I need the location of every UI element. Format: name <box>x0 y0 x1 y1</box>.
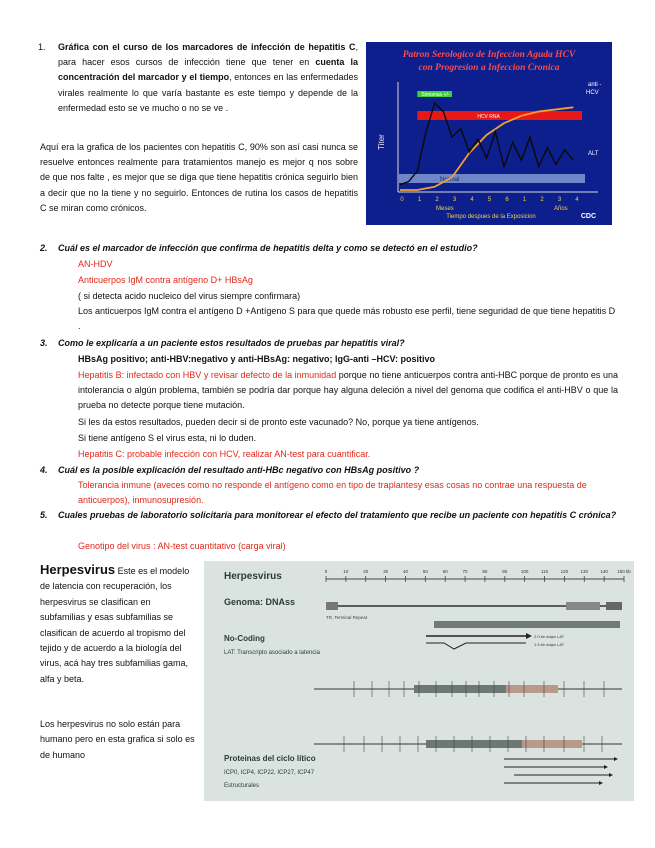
hsv-transcript-arrowhead <box>599 781 603 785</box>
q1-paragraph-2: Aquí era la grafica de los pacientes con hepatitis C, 90% son así casi nunca se resuelve entonces realmente para tratamientos manejo es mejor q nos sobre de que nos falte , es mejor que se diga que tiene hepatitis crónica seguirlo bien a decir que no la tiene y no seguirlo. Entonces de rutina los casos de hepatitis C se miran como crónicos. <box>40 142 358 213</box>
q5-question: Cuales pruebas de laboratorio solicitaría para monitorear el efecto del tratamiento que recibe un paciente con hepatitis C crónica? <box>58 510 617 520</box>
hcv-x-tick: 4 <box>470 197 474 203</box>
hcv-title-2: con Progresion a Infeccion Cronica <box>418 63 560 73</box>
hsv-ruler-tick-label: 30 <box>383 569 389 574</box>
hcv-x-tick: 1 <box>522 197 527 203</box>
hsv-ruler-tick-label: 120 <box>560 569 569 574</box>
hsv-tr-left <box>326 602 338 610</box>
hsv-map-row-1-light <box>506 685 558 693</box>
hcv-x-tick: 1 <box>417 197 422 203</box>
q2-answer-1: AN-HDV <box>78 259 113 269</box>
hcv-x-tick: 4 <box>575 197 579 203</box>
q4-question: Cuál es la posible explicación del resultado anti-HBc negativo con HBsAg positivo ? <box>58 465 420 475</box>
q3-question: Como le explicaría a un paciente estos resultados de pruebas par hepatitis viral? <box>58 338 405 348</box>
hsv-diagram-svg <box>204 561 634 801</box>
hcv-cdc-label: CDC <box>580 213 596 220</box>
q2-answer-3: ( si detecta acido nucleico del virus siempre confirmara) <box>78 291 301 301</box>
hsv-region-band <box>434 621 620 628</box>
hsv-ruler-tick-label: 20 <box>363 569 369 574</box>
hsv-tr-label: TR, Terminal Repeat <box>326 615 368 620</box>
hcv-alt-label: ALT <box>588 151 599 157</box>
q1-lead-hepc: hepatitis C <box>308 42 356 52</box>
hcv-x-tick: 2 <box>540 197 544 203</box>
hcv-x-tick: 3 <box>557 197 562 203</box>
q3-results: HBsAg positivo; anti-HBV:negativo y anti-HBsAg: negativo; IgG-anti –HCV: positivo <box>78 354 436 364</box>
hsv-ruler-tick-label: 110 <box>540 569 549 574</box>
hcv-meses-label: Meses <box>436 206 454 212</box>
q3-answer-1-black: porque no tiene anticuerpos contra anti-HBC porque de pronto es una intolerancia o algún problema, también se podría dar porque hay alguna deleción a nivel del genoma que codifica el anti-HBV o que la prueba no detecte porque tiene mutación. <box>78 370 619 411</box>
hsv-ruler-tick-label: 70 <box>462 569 468 574</box>
q1-text-a: , para hacer esos cursos de infección tiene que tener <box>58 42 358 68</box>
hcv-anti-label: anti - <box>588 82 602 88</box>
hsv-ruler-tick-label: 50 <box>422 569 428 574</box>
hsv-icp-label: ICP0, ICP4, ICP22, ICP27, ICP47 <box>224 770 315 776</box>
hsv-genome-label: Genoma: DNAss <box>224 597 296 607</box>
hcv-x-tick: 6 <box>505 197 509 203</box>
q2-answer-2: Anticuerpos IgM contra antígeno D+ HBsAg <box>78 275 253 285</box>
hcv-hcv-label: HCV <box>586 90 599 96</box>
hsv-transcript-arrowhead <box>609 773 613 777</box>
q2-question: Cuál es el marcador de infección que confirma de hepatitis delta y como se detectó en el estudio? <box>58 243 478 253</box>
hsv-ruler-tick-label: 40 <box>402 569 408 574</box>
hsv-ruler-tick-label: 100 <box>520 569 529 574</box>
hcv-x-tick: 5 <box>487 197 492 203</box>
hsv-lat-label: LAT: Transcripto asociado a latencia <box>224 650 320 656</box>
q1-text <box>58 40 358 116</box>
hsv-transcript-arrowhead <box>614 757 618 761</box>
hsv-map-row-1-dark <box>414 685 506 693</box>
q1-lead: Gráfica con el curso de los marcadores de infección de <box>58 42 305 52</box>
hsv-ruler-tick-label: 140 <box>600 569 608 574</box>
hsv-ruler-tick-label: 60 <box>442 569 448 574</box>
hsv-tr-right <box>606 602 622 610</box>
q1-text-en: en <box>299 57 310 68</box>
hcv-bar-label-0: Sintomas +/- <box>421 92 450 98</box>
q4-answer: Tolerancia inmune (aveces como no responde el antígeno como en tipo de traplantesy esas cosas no contrae una respuesta de anticuerpos), inmunosupresión. <box>78 480 587 506</box>
hsv-map-row-2-light <box>522 740 582 748</box>
hsv-title: Herpesvirus <box>224 571 282 582</box>
q3-answer-1 <box>78 368 618 414</box>
hcv-y-label: Titer <box>377 134 386 150</box>
hcv-x-tick: 3 <box>452 197 457 203</box>
hsv-ruler-tick-label: 90 <box>502 569 508 574</box>
hsv-lat-arrow-2 <box>426 643 526 649</box>
hcv-bar-label-1: HCV RNA <box>477 114 500 120</box>
herpes-paragraph-2: Los herpesvirus no solo están para humano pero en esta grafica si solo es de humano <box>40 719 195 760</box>
hsv-ruler-tick-label: 130 <box>580 569 589 574</box>
hcv-x-tick: 0 <box>400 197 404 203</box>
q4-number: 4. <box>40 465 48 475</box>
q3-answer-2: Si les da estos resultados, pueden decir si de pronto este vacunado? No, porque ya tiene antígenos. <box>78 417 479 427</box>
q5-answer: Genotipo del virus : AN-test cuantitativo (carga viral) <box>78 541 286 551</box>
q3-answer-1-red: Hepatitis B: infectado con HBV y revisar defecto de la inmunidad <box>78 370 337 380</box>
q2-answer-4: Los anticuerpos IgM contra el antígeno D +Antígeno S para que quede más robusto ese perfil, tiene seguridad de que tiene hepatitis D . <box>78 306 616 332</box>
hsv-nocoding-label: No-Coding <box>224 634 265 643</box>
hsv-ruler-tick-label: 150 kb <box>617 569 631 574</box>
hcv-normal-label: Normal <box>440 177 460 183</box>
hsv-lat-arrowhead-1 <box>526 633 532 639</box>
herpes-paragraph <box>40 562 198 687</box>
hsv-transcript-arrowhead <box>604 765 608 769</box>
hcv-anos-label: Años <box>554 206 568 212</box>
q3-answer-4: Hepatitis C: probable infección con HCV, realizar AN-test para cuantificar. <box>78 449 371 459</box>
herpes-heading: Herpesvirus <box>40 562 116 577</box>
hsv-map-row-2-dark <box>426 740 522 748</box>
herpes-lead: Este es el modelo de latencia con recuperación, los herpesvirus se clasifican en subfamilias y esas subfamilias se clasifican de acuerdo al tropismo del tejido y de acuerdo a la biología del virus, acá hay tres subfamilias gama, alfa y beta. <box>40 566 190 684</box>
q1-text-bold: cuenta la concentración del marcador y el tiempo <box>58 57 358 83</box>
q3-number: 3. <box>40 338 48 348</box>
hcv-normal-band <box>399 174 585 183</box>
herpesvirus-genome-diagram <box>204 561 634 801</box>
hsv-ruler-tick-label: 80 <box>482 569 488 574</box>
q1-text-b: , entonces en las enfermedades virales realmente lo que varía bastante es este tiempo y depende de la enfermedad esto se ve mucho o no se ve . <box>58 72 358 113</box>
hcv-x-tick: 2 <box>435 197 439 203</box>
q3-answer-3: Si tiene antígeno S el virus esta, ni lo duden. <box>78 433 257 443</box>
hsv-estructurales-label: Estructurales <box>224 783 260 789</box>
q2-number: 2. <box>40 243 48 253</box>
hcv-x-label: Tiempo despues de la Exposicion <box>446 214 536 220</box>
q1-number: 1. <box>38 42 46 52</box>
hsv-lat-2kb: 2.0 kb major LAT <box>534 634 565 639</box>
hsv-ruler-tick-label: 10 <box>343 569 349 574</box>
hcv-title-1: Patron Serologico de Infeccion Aguda HCV <box>402 50 576 60</box>
hcv-chart-svg <box>366 42 612 225</box>
hcv-serology-chart <box>366 42 612 225</box>
hsv-ruler-tick-label: 0 <box>324 569 328 574</box>
hsv-lat-15kb: 1.5 kb major LAT <box>534 642 565 647</box>
hsv-tr-mid <box>566 602 600 610</box>
hsv-proteinas-label: Proteinas del ciclo lítico <box>224 754 316 763</box>
q5-number: 5. <box>40 510 48 520</box>
